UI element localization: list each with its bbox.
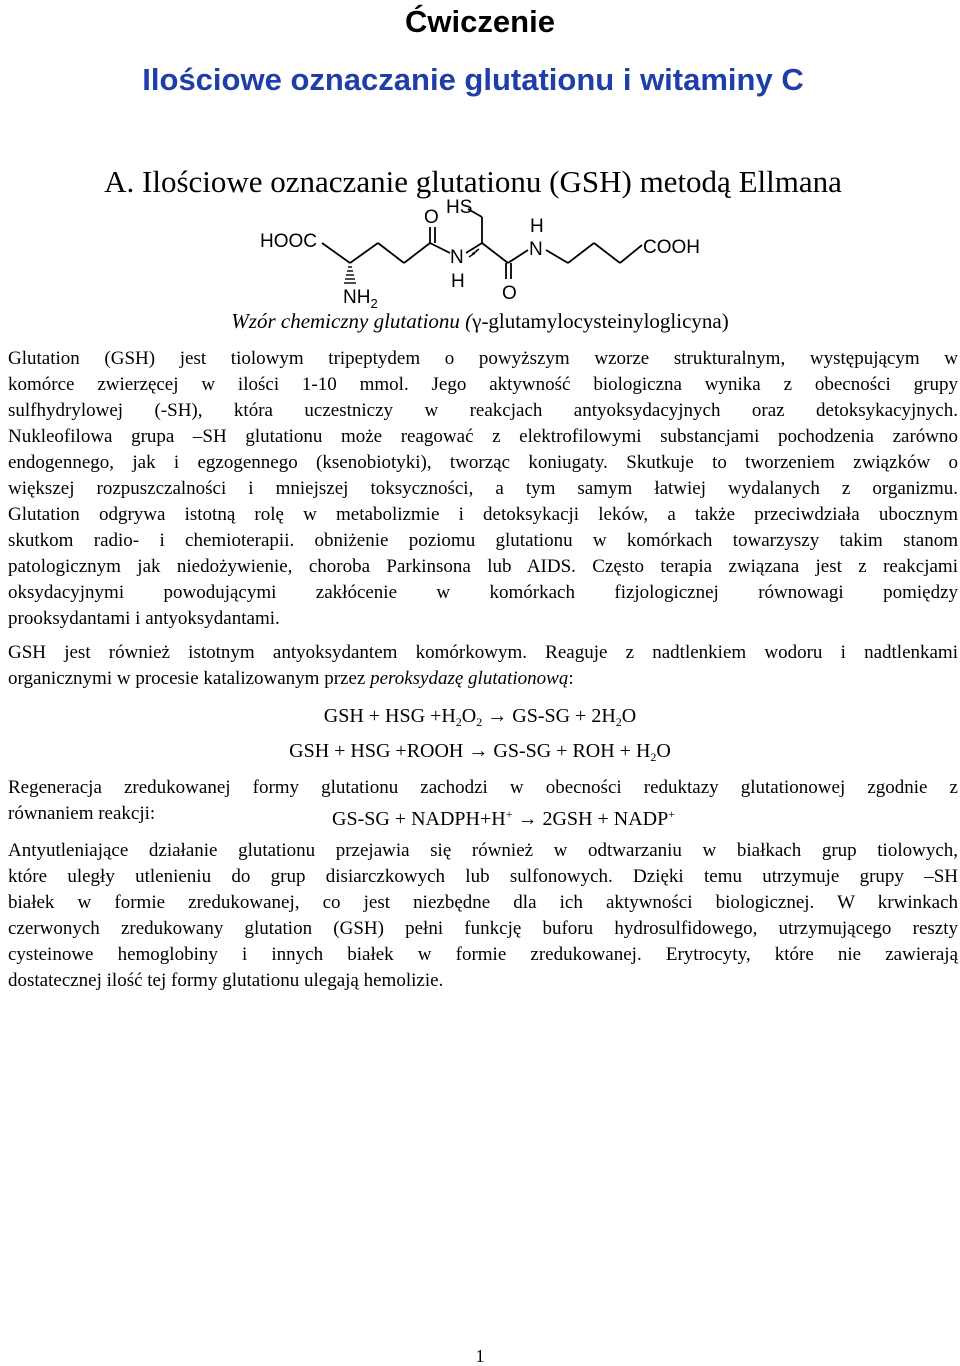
equation-subscript: 2 [615,715,622,729]
equation-superscript: + [505,807,513,821]
paragraph-text: : [568,668,574,689]
paragraph-line: Glutation (GSH) jest tiolowym tripeptydem o powyższym wzorze strukturalnym, występującym w [8,348,958,369]
paragraph-line: GSH jest również istotnym antyoksydantem komórkowym. Reaguje z nadtlenkiem wodoru i nadtlenkami [8,642,958,663]
equation-superscript: + [668,807,676,821]
caption-rest: -glutamylocysteinyloglicyna) [481,309,729,333]
bond [568,243,594,263]
paragraph-line [8,666,958,692]
paragraph-1 [8,346,958,632]
paragraph-line: oksydacyjnymi powodującymi zakłócenie w komórkach fizjologicznej równowagi pomiędzy [8,582,958,603]
paragraph-line: Glutation odgrywa istotną rolę w metabolizmie i detoksykacji leków, a także przeciwdziała ubocznym [8,504,958,525]
bond [404,243,430,263]
paragraph-line: Nukleofilowa grupa –SH glutationu może reagować z elektrofilowymi substancjami pochodzenia zarówno [8,426,958,447]
bond [546,250,568,263]
equation-subscript: 2 [455,715,462,729]
caption-gamma: γ [472,309,482,333]
equation-part: → 2GSH + NADP [512,808,669,830]
equation-1 [0,702,960,736]
equation-part: O [621,705,637,727]
page-number: 1 [475,1346,485,1366]
equation-part: O [656,740,671,762]
bond [482,243,508,263]
hs-label: HS [446,197,473,218]
paragraph-line: większej rozpuszczalności i mniejszej toksyczności, a tym samym łatwiej wydalanych z organizmu. [8,478,958,499]
equation-part: GSH + HSG +H [323,705,456,727]
paragraph-text: równaniem reakcji: [8,803,156,824]
caption-italic: Wzór chemiczny glutationu ( [231,309,473,333]
bond [350,243,378,263]
paragraph-line: czerwonych zredukowany glutation (GSH) pełni funkcję buforu hydrosulfidowego, utrzymującego reszty [8,918,958,939]
nitrogen-label-1: N [450,247,464,268]
paragraph-line: Antyutleniające działanie glutationu przejawia się również w odtwarzaniu w białkach grup tiolowych, [8,840,958,861]
oxygen-label-1: O [424,207,439,228]
structure-caption [0,307,960,335]
paragraph-line: komórce zwierzęcej w ilości 1-10 mmol. Jego aktywność biologiczna wynika z obecności grupy [8,374,958,395]
bond [378,243,404,263]
bond [620,245,642,263]
bond [508,250,528,263]
bond [466,243,482,253]
equation-part: GS-SG + NADPH+H [332,808,506,830]
document-title: Ilościowe oznaczanie glutationu i witaminy C [142,62,804,97]
paragraph-line [8,801,958,830]
nitrogen-label-2: N [529,239,543,260]
paragraph-2 [8,640,958,692]
paragraph-line: które uległy utlenieniu do grup disiarczkowych lub sulfonowych. Dzięki temu utrzymuje grupy –SH [8,866,958,887]
paragraph-3 [8,775,958,830]
paragraph-line: endogennego, jak i egzogennego (ksenobiotyki), tworząc koniugaty. Skutkuje to tworzeniem związków o [8,452,958,473]
hooc-label: HOOC [260,231,317,252]
hydrogen-label-1: H [451,271,465,292]
bond [430,243,450,253]
paragraph-line: skutkom radio- i chemioterapii. obniżenie poziomu glutationu w komórkach towarzyszy takim stanom [8,530,958,551]
equation-part: → GS-SG + 2H [482,705,616,727]
paragraph-4 [8,838,958,994]
hydrogen-label-2: H [530,216,544,237]
nh2-label-sub: 2 [370,296,378,310]
oxygen-label-2: O [502,283,517,304]
cooh-label: COOH [643,237,700,258]
bond [594,243,620,263]
glutathione-structure-svg [250,195,720,310]
paragraph-line: Regeneracja zredukowanej formy glutationu zachodzi w obecności reduktazy glutationowej zgodnie z [8,777,958,798]
paragraph-line: dostatecznej ilość tej formy glutationu ulegają hemolizie. [8,970,444,991]
hashed-wedge-bond [344,267,356,283]
paragraph-line: białek w formie zredukowanej, co jest niezbędne dla ich aktywności biologicznej. W krwinkach [8,892,958,913]
equation-subscript: 2 [476,715,483,729]
paragraph-line: sulfhydrylowej (-SH), która uczestniczy w reakcjach antyoksydacyjnych oraz detoksykacyjnych. [8,400,958,421]
paragraph-line: patologicznym jak niedożywienie, choroba Parkinsona lub AIDS. Często terapia związana jest z reakcjami [8,556,958,577]
glutathione-structure-diagram [250,195,720,310]
equation-part: O [461,705,477,727]
equation-subscript: 2 [650,750,657,764]
paragraph-text: organicznymi w procesie katalizowanym przez [8,668,371,689]
enzyme-name: peroksydazę glutationową [370,668,569,689]
equation-part: GSH + HSG +ROOH → GS-SG + ROH + H [289,740,651,762]
nh2-label-n: NH [343,287,371,308]
paragraph-line: cysteinowe hemoglobiny i innych białek w formie zredukowanej. Erytrocyty, które nie zawierają [8,944,958,965]
equation-3 [332,801,675,832]
exercise-heading: Ćwiczenie [405,4,555,39]
equation-2 [0,737,960,771]
section-a-heading: A. Ilościowe oznaczanie glutationu (GSH) metodą Ellmana [104,164,842,199]
paragraph-line: prooksydantami i antyoksydantami. [8,608,280,629]
bond [322,243,350,263]
